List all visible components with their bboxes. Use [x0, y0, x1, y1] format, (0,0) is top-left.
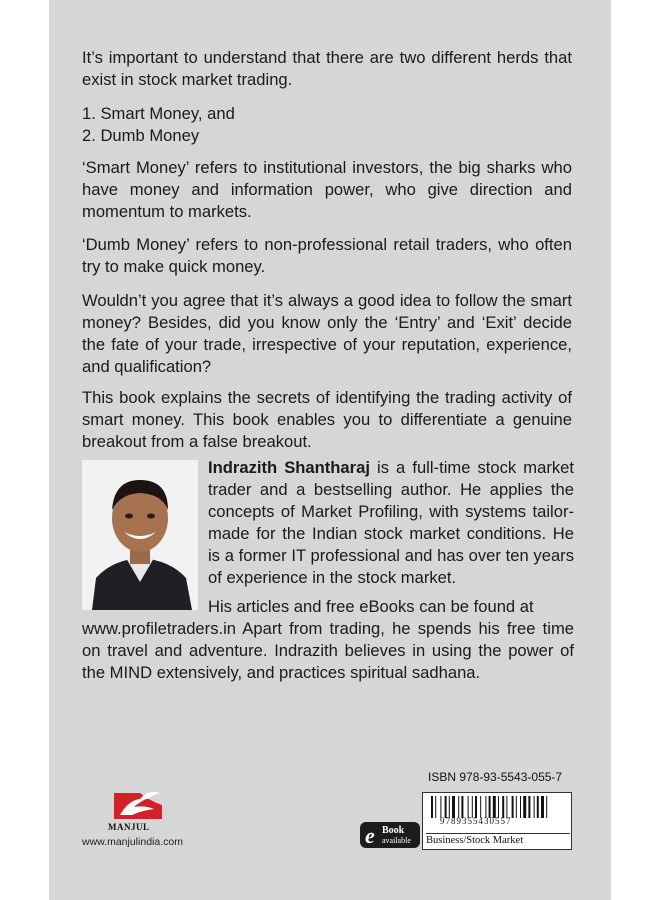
list-item: 1. Smart Money, and [82, 104, 235, 123]
intro-paragraph: It’s important to understand that there are two different herds that exist in stock market trading. [82, 48, 572, 89]
isbn-label: ISBN 978-93-5543-055-7 [428, 770, 563, 784]
herd-list [82, 103, 572, 147]
author-bio-more [82, 596, 574, 684]
book-summary-paragraph: This book explains the secrets of identifying the trading activity of smart money. This book enables you to differentiate a genuine breakout from a false breakout. [82, 388, 572, 451]
publisher-name: MANJUL [108, 822, 150, 832]
ebook-available-badge [360, 822, 420, 848]
question-paragraph: Wouldn’t you agree that it’s always a good idea to follow the smart money? Besides, did you know only the ‘Entry’ and ‘Exit’ decide the fate of your trade, irrespective of your reputation, experience, and qualification? [82, 291, 572, 376]
ebook-letter: e [365, 823, 375, 848]
list-item: 2. Dumb Money [82, 126, 200, 145]
author-bio-more-first-line: His articles and free eBooks can be found at [208, 597, 534, 616]
publisher-logo [110, 785, 170, 825]
author-bio [208, 457, 574, 589]
barcode-digits: 9789355430557 [440, 816, 512, 826]
author-bio-text: is a full-time stock market trader and a bestselling author. He applies the concepts of Market Profiling, with systems tailor-made for the Indian stock market conditions. He is a former IT professional and has over ten years of experience in the stock market. [208, 458, 574, 587]
author-name: Indrazith Shantharaj [208, 458, 370, 477]
book-category: Business/Stock Market [426, 833, 570, 846]
publisher-website[interactable]: www.manjulindia.com [82, 836, 183, 848]
dumb-money-paragraph: ‘Dumb Money’ refers to non-professional retail traders, who often try to make quick money. [82, 235, 572, 276]
smart-money-paragraph: ‘Smart Money’ refers to institutional investors, the big sharks who have money and information power, who give direction and momentum to markets. [82, 158, 572, 221]
author-bio-more-rest: www.profiletraders.in Apart from trading, he spends his free time on travel and adventure. Indrazith believes in using the power of the MIND extensively, and practices spiritual sadhana. [82, 619, 574, 682]
author-photo [82, 460, 198, 610]
ebook-available: available [382, 836, 411, 845]
ebook-word: Book [382, 825, 405, 836]
